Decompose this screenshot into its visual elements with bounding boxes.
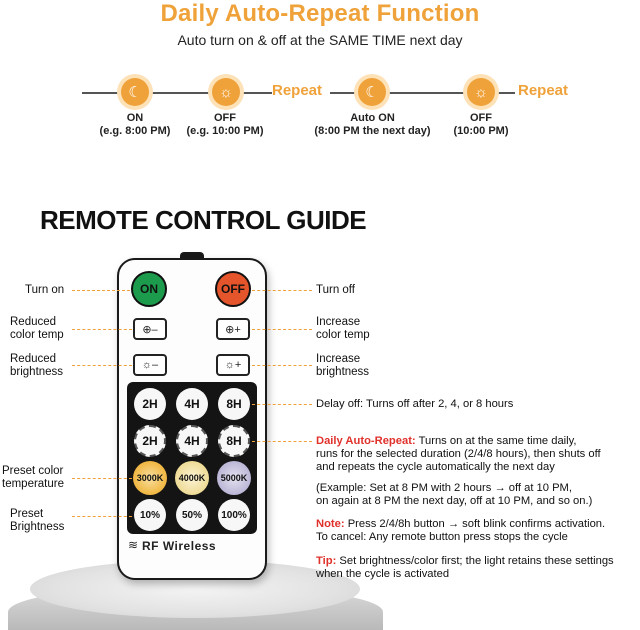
- auto-repeat-line-3: and repeats the cycle automatically the next day: [316, 461, 555, 473]
- tip-text: Set brightness/color first; the light retains these settings: [336, 555, 614, 567]
- label-increase-brightness: [316, 353, 369, 379]
- example-description: [316, 482, 636, 508]
- timeline-point-4: [436, 112, 526, 138]
- brightness-minus-button[interactable]: ☼–: [133, 354, 167, 376]
- off-button[interactable]: OFF: [215, 271, 251, 307]
- label-increase-color: [316, 316, 370, 342]
- delay-4h-button[interactable]: 4H: [176, 388, 208, 420]
- tip-description: [316, 555, 638, 581]
- repeat-8h-button[interactable]: 8H: [218, 425, 250, 457]
- timeline-point-label: ON: [126, 112, 144, 124]
- page-subtitle: Auto turn on & off at the SAME TIME next day: [177, 32, 463, 48]
- timeline-point-1: [85, 112, 185, 138]
- label-line: Increase: [316, 316, 361, 328]
- page-title: Daily Auto-Repeat Function: [160, 0, 480, 27]
- tip-line-2: when the cycle is activated: [316, 568, 450, 580]
- timeline-point-label: Auto ON: [350, 112, 395, 124]
- color-temp-plus-button[interactable]: ⊕+: [216, 318, 250, 340]
- leader-line: [252, 404, 312, 405]
- note-line-1: [316, 518, 636, 531]
- note-text: Press 2/4/8h button → soft blink confirms activation.: [344, 518, 606, 530]
- timeline-point-sub: (e.g. 8:00 PM): [99, 125, 171, 137]
- repeat-label-1: Repeat: [272, 82, 323, 99]
- label-line: Brightness: [10, 521, 65, 533]
- preset-100-button[interactable]: 100%: [218, 499, 250, 531]
- leader-line: [252, 365, 312, 366]
- label-delay-off: Delay off: Turns off after 2, 4, or 8 hours: [316, 398, 514, 410]
- auto-repeat-text: Turns on at the same time daily,: [415, 435, 577, 447]
- repeat-4h-button[interactable]: 4H: [176, 425, 208, 457]
- auto-repeat-description: [316, 435, 636, 474]
- auto-repeat-line-1: [316, 435, 636, 448]
- label-line: Increase: [316, 353, 361, 365]
- brightness-plus-button[interactable]: ☼+: [216, 354, 250, 376]
- timeline-point-sub: (8:00 PM the next day): [314, 125, 431, 137]
- delay-2h-button[interactable]: 2H: [134, 388, 166, 420]
- label-line: brightness: [316, 366, 370, 378]
- note-description: [316, 518, 636, 544]
- brand-label: RF Wireless: [142, 539, 217, 553]
- repeat-label-2: Repeat: [518, 82, 569, 99]
- timeline-point-label: OFF: [214, 112, 236, 124]
- preset-4000k-button[interactable]: 4000K: [175, 461, 209, 495]
- timeline-point-label: OFF: [470, 112, 492, 124]
- moon-icon: ☾: [358, 78, 386, 106]
- preset-50-button[interactable]: 50%: [176, 499, 208, 531]
- timeline-point-2: [175, 112, 275, 138]
- preset-3000k-button[interactable]: 3000K: [133, 461, 167, 495]
- label-line: Reduced: [10, 316, 57, 328]
- label-line: Preset: [10, 508, 44, 520]
- timeline-point-3: [305, 112, 440, 138]
- leader-line: [252, 329, 312, 330]
- label-line: brightness: [10, 366, 64, 378]
- auto-repeat-title: Daily Auto-Repeat:: [316, 435, 416, 447]
- label-line: Preset color: [2, 465, 64, 477]
- timeline-point-sub: (e.g. 10:00 PM): [186, 125, 264, 137]
- leader-line: [72, 478, 132, 479]
- label-reduced-brightness: [10, 353, 63, 379]
- leader-line: [72, 329, 132, 330]
- on-button[interactable]: ON: [131, 271, 167, 307]
- wifi-icon: ≋: [128, 538, 139, 552]
- timeline-point-sub: (10:00 PM): [453, 125, 509, 137]
- label-turn-on: Turn on: [25, 284, 65, 296]
- label-line: Reduced: [10, 353, 57, 365]
- label-preset-color: [2, 465, 64, 491]
- leader-line: [252, 441, 312, 442]
- label-reduced-color: [10, 316, 64, 342]
- repeat-2h-button[interactable]: 2H: [134, 425, 166, 457]
- timeline-line-left: [82, 92, 272, 94]
- label-preset-brightness: [10, 508, 64, 534]
- auto-repeat-line-2: runs for the selected duration (2/4/8 hours), then shuts off: [316, 448, 601, 460]
- preset-10-button[interactable]: 10%: [134, 499, 166, 531]
- preset-5000k-button[interactable]: 5000K: [217, 461, 251, 495]
- leader-line: [72, 290, 130, 291]
- leader-line: [72, 516, 132, 517]
- label-line: color temp: [316, 329, 370, 341]
- guide-title: REMOTE CONTROL GUIDE: [40, 205, 367, 235]
- leader-line: [72, 365, 132, 366]
- leader-line: [252, 290, 312, 291]
- example-line-2: on again at 8 PM the next day, off at 10 PM, and so on.): [316, 495, 593, 507]
- sun-icon: ☼: [467, 78, 495, 106]
- moon-icon: ☾: [121, 78, 149, 106]
- note-line-2: To cancel: Any remote button press stops the cycle: [316, 531, 568, 543]
- label-line: temperature: [2, 478, 65, 490]
- note-title: Note:: [316, 518, 345, 530]
- tip-title: Tip:: [316, 555, 337, 567]
- label-line: color temp: [10, 329, 64, 341]
- delay-8h-button[interactable]: 8H: [218, 388, 250, 420]
- sun-icon: ☼: [212, 78, 240, 106]
- tip-line-1: [316, 555, 638, 568]
- label-turn-off: Turn off: [316, 284, 355, 296]
- example-line-1: (Example: Set at 8 PM with 2 hours → off at 10 PM,: [316, 482, 572, 494]
- color-temp-minus-button[interactable]: ⊕–: [133, 318, 167, 340]
